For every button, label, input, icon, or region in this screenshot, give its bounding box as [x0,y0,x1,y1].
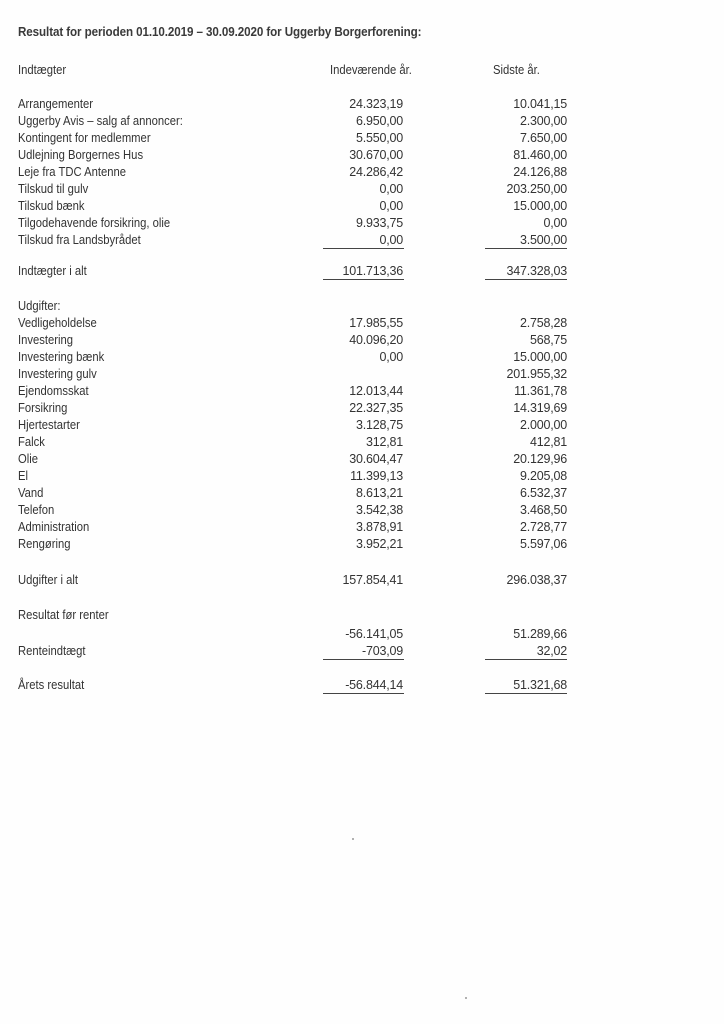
row-label: Administration [18,520,90,534]
current-year-header: Indeværende år. [330,63,412,77]
row-label: Leje fra TDC Antenne [18,165,126,179]
underline-current [323,279,404,280]
last-year-value: 51.289,66 [513,627,567,641]
last-year-value: 15.000,00 [513,199,567,213]
table-row [0,147,724,164]
row-label: Olie [18,452,39,466]
row-label: Arrangementer [18,97,94,111]
table-row [0,434,724,451]
table-row [0,400,724,417]
current-year-value: 157.854,41 [342,573,403,587]
row-label: Vedligeholdelse [18,316,97,330]
year-result-row [0,677,724,694]
table-row [0,366,724,383]
current-year-value: -56.141,05 [345,627,403,641]
last-year-value: 2.000,00 [519,418,567,432]
last-year-value: 3.500,00 [519,233,567,247]
current-year-value: 0,00 [379,233,403,247]
row-label: Rengøring [18,537,71,551]
current-year-value: 3.952,21 [355,537,403,551]
last-year-value: 5.597,06 [519,537,567,551]
row-label: Tilskud til gulv [18,182,89,196]
row-label: Telefon [18,503,55,517]
last-year-header: Sidste år. [493,63,540,77]
current-year-value: 8.613,21 [355,486,403,500]
underline-current [323,248,404,249]
last-year-value: 201.955,32 [506,367,567,381]
row-label: Investering bænk [18,350,105,364]
income-total-row [0,263,724,280]
current-year-value: 24.286,42 [349,165,403,179]
current-year-value: 0,00 [379,350,403,364]
interest-income-row [0,643,724,660]
table-row [0,130,724,147]
row-label: Falck [18,435,45,449]
last-year-value: 81.460,00 [513,148,567,162]
table-row [0,519,724,536]
last-year-value: 2.728,77 [519,520,567,534]
expenses-header-row [0,298,724,315]
scan-speck [352,838,354,840]
underline-current [323,693,404,694]
last-year-value: 296.038,37 [506,573,567,587]
row-label: Investering [18,333,74,347]
current-year-value: 3.128,75 [355,418,403,432]
income-section-header: Indtægter [18,63,67,77]
last-year-value: 24.126,88 [513,165,567,179]
last-year-value: 9.205,08 [519,469,567,483]
last-year-value: 2.758,28 [519,316,567,330]
last-year-value: 14.319,69 [513,401,567,415]
row-label: Udgifter i alt [18,573,79,587]
current-year-value: 22.327,35 [349,401,403,415]
last-year-value: 203.250,00 [506,182,567,196]
table-row [0,215,724,232]
table-row [0,198,724,215]
current-year-value: 0,00 [379,182,403,196]
current-year-value: 40.096,20 [349,333,403,347]
last-year-value: 11.361,78 [514,384,567,398]
last-year-value: 20.129,96 [513,452,567,466]
current-year-value: 30.604,47 [349,452,403,466]
row-label: Tilskud bænk [18,199,85,213]
underline-last [485,659,567,660]
current-year-value: 101.713,36 [342,264,403,278]
table-row [0,468,724,485]
table-row [0,332,724,349]
current-year-value: -703,09 [362,644,403,658]
current-year-value: 9.933,75 [355,216,403,230]
row-label: Vand [18,486,44,500]
row-label: Indtægter i alt [18,264,87,278]
last-year-value: 412,81 [529,435,567,449]
last-year-value: 6.532,37 [519,486,567,500]
table-row [0,417,724,434]
last-year-value: 3.468,50 [519,503,567,517]
current-year-value: 24.323,19 [349,97,403,111]
scan-speck [465,997,467,999]
result-before-interest-label-row [0,607,724,624]
page-title: Resultat for perioden 01.10.2019 – 30.09.2020 for Uggerby Borgerforening: [18,25,422,39]
current-year-value: 5.550,00 [355,131,403,145]
last-year-value: 568,75 [529,333,567,347]
row-label: Hjertestarter [18,418,80,432]
result-before-interest-values-row [0,626,724,643]
expenses-section-header: Udgifter: [18,299,61,313]
last-year-value: 10.041,15 [513,97,567,111]
current-year-value: 0,00 [379,199,403,213]
current-year-value: 11.399,13 [350,469,403,483]
last-year-value: 15.000,00 [513,350,567,364]
table-row [0,383,724,400]
row-label: Tilskud fra Landsbyrådet [18,233,141,247]
current-year-value: 312,81 [365,435,403,449]
expenses-total-row [0,572,724,589]
current-year-value: 12.013,44 [349,384,403,398]
table-row [0,536,724,553]
current-year-value: 17.985,55 [349,316,403,330]
table-row [0,96,724,113]
last-year-value: 2.300,00 [519,114,567,128]
current-year-value: 30.670,00 [349,148,403,162]
table-row [0,232,724,249]
table-row [0,164,724,181]
row-label: Tilgodehavende forsikring, olie [18,216,171,230]
row-label: Forsikring [18,401,68,415]
row-label: Kontingent for medlemmer [18,131,151,145]
row-label: Renteindtægt [18,644,86,658]
row-label: Resultat før renter [18,608,109,622]
underline-current [323,659,404,660]
row-label: Udlejning Borgernes Hus [18,148,144,162]
row-label: Ejendomsskat [18,384,89,398]
last-year-value: 0,00 [543,216,567,230]
table-row [0,485,724,502]
table-row [0,349,724,366]
table-row [0,181,724,198]
row-label: Årets resultat [18,678,85,692]
underline-last [485,279,567,280]
current-year-value: 3.542,38 [355,503,403,517]
underline-last [485,248,567,249]
table-row [0,502,724,519]
table-row [0,315,724,332]
row-label: Uggerby Avis – salg af annoncer: [18,114,183,128]
last-year-value: 32,02 [536,644,567,658]
last-year-value: 347.328,03 [506,264,567,278]
current-year-value: 3.878,91 [355,520,403,534]
current-year-value: -56.844,14 [345,678,403,692]
table-row [0,451,724,468]
table-row [0,113,724,130]
row-label: Investering gulv [18,367,97,381]
last-year-value: 7.650,00 [519,131,567,145]
row-label: El [18,469,29,483]
underline-last [485,693,567,694]
current-year-value: 6.950,00 [355,114,403,128]
last-year-value: 51.321,68 [513,678,567,692]
